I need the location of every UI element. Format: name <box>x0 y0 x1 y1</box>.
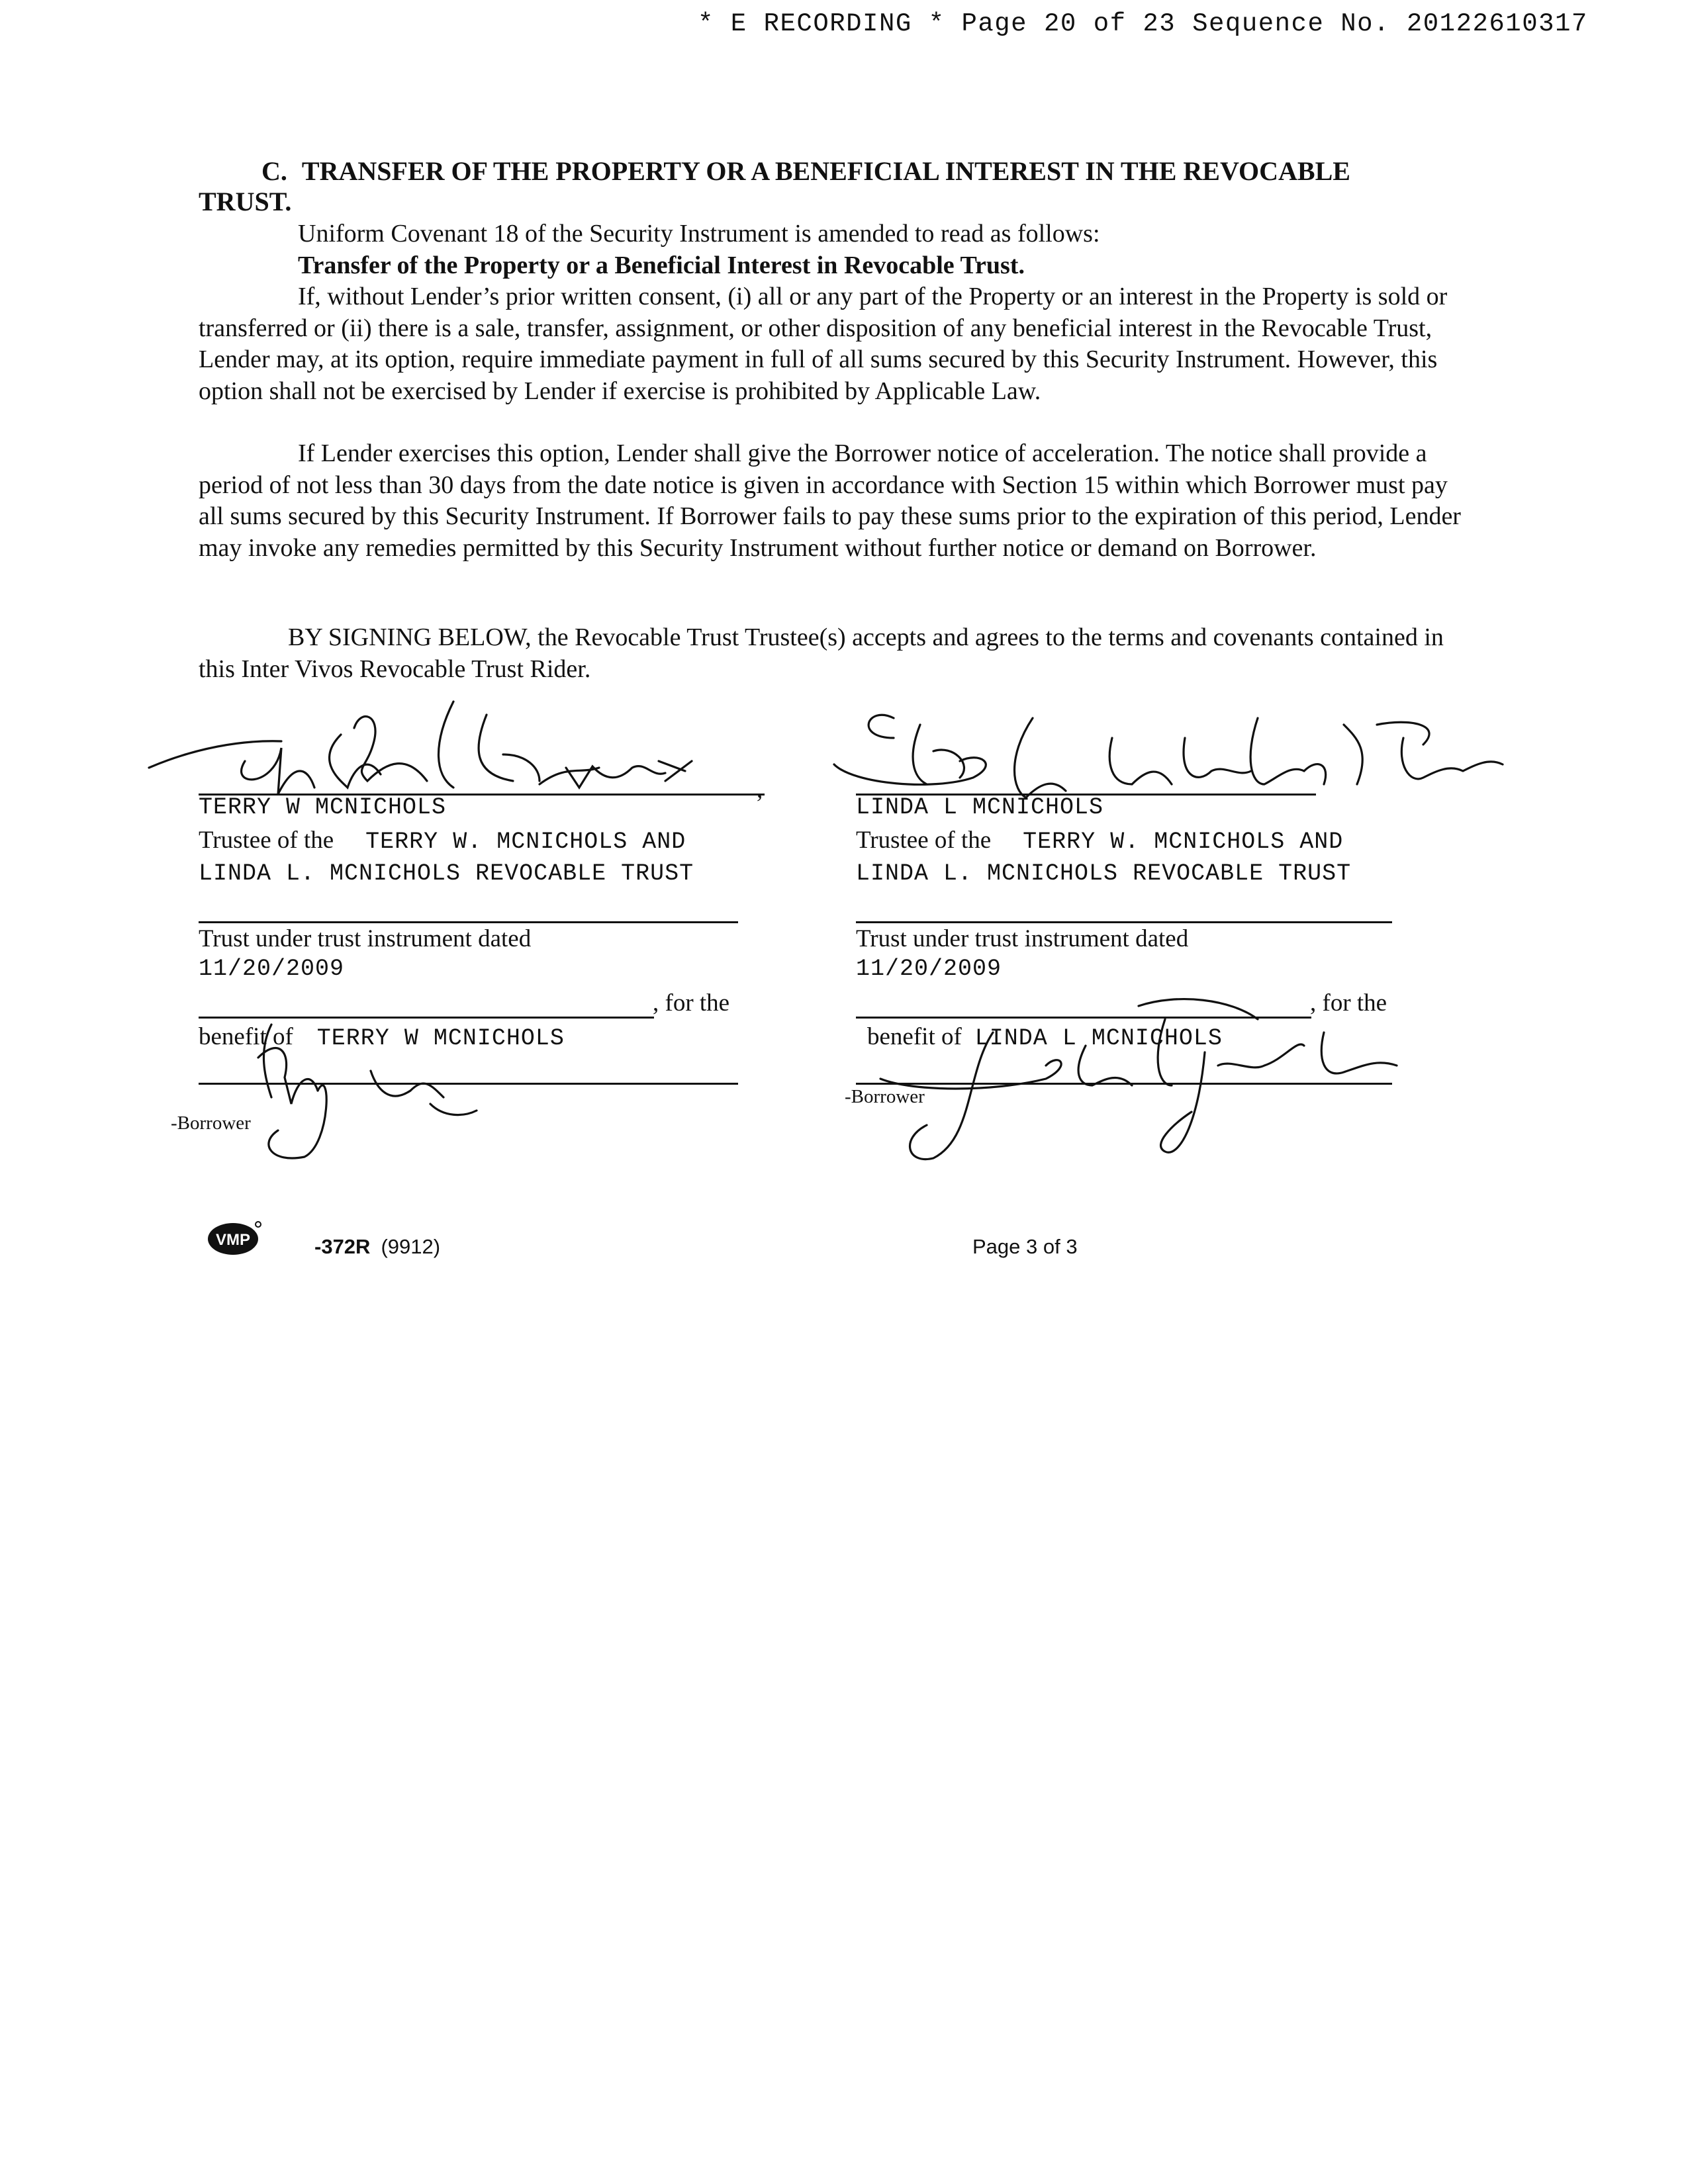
trust-name-line1: TERRY W. MCNICHOLS AND <box>1023 829 1344 855</box>
benefit-of-label: benefit of <box>867 1023 962 1050</box>
trust-date: 11/20/2009 <box>199 956 345 982</box>
form-number <box>314 1235 440 1259</box>
beneficiary-name: LINDA L MCNICHOLS <box>974 1025 1223 1052</box>
trust-name-line2: LINDA L. MCNICHOLS REVOCABLE TRUST <box>856 860 1352 887</box>
for-the-label: , for the <box>1310 989 1387 1017</box>
for-the-label: , for the <box>653 989 730 1017</box>
borrower-signature-line <box>199 1083 738 1085</box>
recording-header: * E RECORDING * Page 20 of 23 Sequence No. 20122610317 <box>698 9 1588 38</box>
transfer-subtitle: Transfer of the Property or a Beneficial Interest in Revocable Trust. <box>298 251 1025 279</box>
borrower-signature-terry <box>232 1011 523 1167</box>
signature-comma: , <box>757 776 763 803</box>
borrower-signature-linda <box>861 993 1443 1168</box>
signing-statement: BY SIGNING BELOW, the Revocable Trust Trustee(s) accepts and agrees to the terms and covenants contained in this Inter Vivos Revocable Trust Rider. <box>199 623 1444 683</box>
form-version: (9912) <box>381 1235 441 1258</box>
section-letter: C. <box>261 156 287 186</box>
trustee-of-line <box>199 826 686 855</box>
trust-date: 11/20/2009 <box>856 956 1002 982</box>
beneficiary-name: TERRY W MCNICHOLS <box>316 1025 565 1052</box>
trustee-of-label: Trustee of the <box>199 827 334 854</box>
benefit-of-label: benefit of <box>199 1023 293 1050</box>
section-title-line1: TRANSFER OF THE PROPERTY OR A BENEFICIAL INTEREST IN THE REVOCABLE <box>301 156 1350 186</box>
vmp-logo-text: VMP <box>215 1231 251 1249</box>
trustee-of-label: Trustee of the <box>856 827 992 854</box>
trust-name-line2: LINDA L. MCNICHOLS REVOCABLE TRUST <box>199 860 694 887</box>
trust-dated-label: Trust under trust instrument dated <box>199 925 532 952</box>
acceleration-paragraph: If Lender exercises this option, Lender shall give the Borrower notice of acceleration. The notice shall provide a period of not less than 30 days from the date notice is given in accordance with Section 15 within which Borrower must pay all sums secured by this Security Instrument. If Borrower fails to pay these sums prior to the expiration of this period, Lender may invoke any remedies permitted by this Security Instrument without further notice or demand on Borrower. <box>199 439 1461 562</box>
borrower-label: -Borrower <box>171 1113 251 1134</box>
trust-name-line1: TERRY W. MCNICHOLS AND <box>365 829 686 855</box>
signer-name: LINDA L MCNICHOLS <box>856 794 1104 821</box>
signer-name: TERRY W MCNICHOLS <box>199 794 447 821</box>
trust-divider-line <box>199 921 738 923</box>
trustee-signature-terry <box>142 688 791 811</box>
transfer-paragraph: If, without Lender’s prior written consent, (i) all or any part of the Property or an interest in the Property is sold or transferred or (ii) there is a sale, transfer, assignment, or other disposition of any beneficial interest in the Revocable Trust, Lender may, at its option, require immediate payment in full of all sums secured by this Security Instrument. However, this option shall not be exercised by Lender if exercise is prohibited by Applicable Law. <box>199 283 1448 405</box>
page-number: Page 3 of 3 <box>972 1235 1078 1258</box>
borrower-signature-line <box>856 1083 1392 1085</box>
section-title-line2: TRUST. <box>199 187 292 216</box>
covenant-line: Uniform Covenant 18 of the Security Instrument is amended to read as follows: <box>298 220 1100 248</box>
form-code: -372R <box>314 1235 371 1258</box>
trust-dated-label: Trust under trust instrument dated <box>856 925 1189 952</box>
borrower-label: -Borrower <box>845 1086 925 1107</box>
trust-divider-line <box>856 921 1392 923</box>
vmp-logo <box>207 1219 262 1256</box>
trustee-of-line <box>856 826 1343 855</box>
section-heading <box>199 156 1476 217</box>
